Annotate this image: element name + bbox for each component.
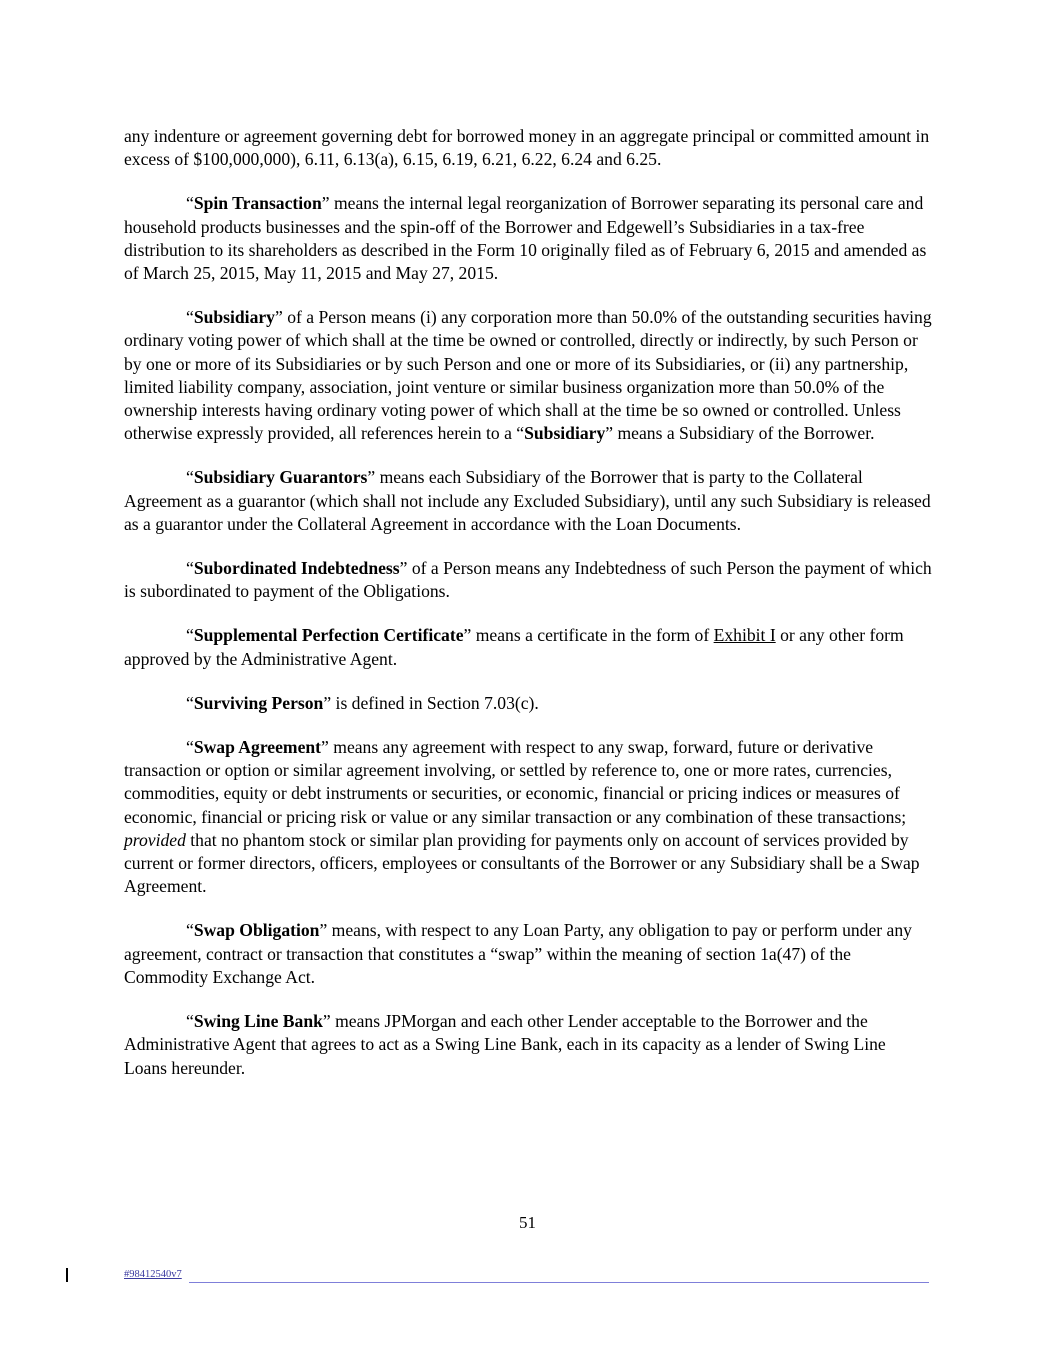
defined-term: Swap Obligation <box>193 920 320 941</box>
page-number: 51 <box>519 1213 536 1232</box>
defined-term: Subsidiary <box>193 307 275 328</box>
definition-text-end: or any other form approved by the Administrative Agent. <box>124 625 904 669</box>
definition-text: ” means JPMorgan and each other Lender acceptable to the Borrower and the Administrative Agent that agrees to act as a Swing Line Bank, each in its capacity as a lender of Swing Line Loans hereunder. <box>124 1011 886 1078</box>
defined-term: Swap Agreement <box>193 737 322 758</box>
definition-text-end: ” means a Subsidiary of the Borrower. <box>605 423 875 444</box>
definition-text: ” means, with respect to any Loan Party, any obligation to pay or perform under any agreement, contract or transaction that constitutes a “swap” within the meaning of section 1a(47) of the Commodity Exchange Act. <box>124 920 912 987</box>
definition-text: ” of a Person means (i) any corporation more than 50.0% of the outstanding securities having ordinary voting power of which shall at the time be owned or controlled, directly or indirectly, by such Person or by one or more of its Subsidiaries or by such Person and one or more of its Subsidiaries, or (ii) any partnership, limited liability company, association, joint venture or similar business organization more than 50.0% of the ownership interests having ordinary voting power of which shall at the time be so owned or controlled. Unless otherwise expressly provided, all references herein to a “ <box>124 307 932 444</box>
document-id: #98412540v7 <box>124 1269 182 1280</box>
definition-subsidiary-guarantors: “Subsidiary Guarantors” means each Subsidiary of the Borrower that is party to the Collateral Agreement as a guarantor (which shall not include any Excluded Subsidiary), until any such Subsidiary is released as a guarantor under the Collateral Agreement in accordance with the Loan Documents. <box>124 467 931 534</box>
proviso-word: provided <box>124 829 186 850</box>
document-body <box>124 125 932 1101</box>
definition-swap-obligation: “Swap Obligation” means, with respect to any Loan Party, any obligation to pay or perform under any agreement, contract or transaction that constitutes a “swap” within the meaning of section 1a(47) of the Commodity Exchange Act. <box>124 920 912 987</box>
continuation-paragraph: any indenture or agreement governing debt for borrowed money in an aggregate principal or committed amount in excess of $100,000,000), 6.11, 6.13(a), 6.15, 6.19, 6.21, 6.22, 6.24 and 6.25. <box>124 126 930 170</box>
definition-surviving-person: “Surviving Person” is defined in Section 7.03(c). <box>186 692 539 713</box>
definition-swap-agreement: “Swap Agreement” means any agreement with respect to any swap, forward, future or derivative transaction or option or similar agreement involving, or settled by reference to, one or more rates, currencies, commodities, equity or debt instruments or securities, or economic, financial or pricing indices or measures of economic, financial or pricing risk or value or any similar transaction or any combination of these transactions; provided that no phantom stock or similar plan providing for payments only on account of services provided by current or former directors, officers, employees or consultants of the Borrower or any Subsidiary shall be a Swap Agreement. <box>124 737 920 897</box>
definition-subsidiary: “Subsidiary” of a Person means (i) any corporation more than 50.0% of the outstanding securities having ordinary voting power of which shall at the time be owned or controlled, directly or indirectly, by such Person or by one or more of its Subsidiaries or by such Person and one or more of its Subsidiaries, or (ii) any partnership, limited liability company, association, joint venture or similar business organization more than 50.0% of the ownership interests having ordinary voting power of which shall at the time be so owned or controlled. Unless otherwise expressly provided, all references herein to a “Subsidiary” means a Subsidiary of the Borrower. <box>124 307 932 444</box>
definition-spin-transaction: “Spin Transaction” means the internal legal reorganization of Borrower separating its personal care and household products businesses and the spin-off of the Borrower and Edgewell’s Subsidiaries in a tax-free distribution to its shareholders as described in the Form 10 originally filed as of February 6, 2015 and amended as of March 25, 2015, May 11, 2015 and May 27, 2015. <box>124 193 927 284</box>
definition-text: ” of a Person means any Indebtedness of such Person the payment of which is subordinated to payment of the Obligations. <box>124 558 932 602</box>
definition-text: ” means each Subsidiary of the Borrower that is party to the Collateral Agreement as a guarantor (which shall not include any Excluded Subsidiary), until any such Subsidiary is released as a guarantor under the Collateral Agreement in accordance with the Loan Documents. <box>124 467 931 534</box>
exhibit-reference: Exhibit I <box>713 625 776 646</box>
definition-subordinated-indebtedness: “Subordinated Indebtedness” of a Person means any Indebtedness of such Person the payment of which is subordinated to payment of the Obligations. <box>124 558 932 602</box>
defined-term: Subsidiary Guarantors <box>193 467 368 488</box>
definition-text: ” is defined in Section 7.03(c). <box>323 692 539 713</box>
defined-term: Supplemental Perfection Certificate <box>193 625 464 646</box>
defined-term: Surviving Person <box>193 692 324 713</box>
definition-supplemental-perfection-certificate: “Supplemental Perfection Certificate” means a certificate in the form of Exhibit I or any other form approved by the Administrative Agent. <box>124 625 904 669</box>
definition-text-end: that no phantom stock or similar plan providing for payments only on account of services provided by current or former directors, officers, employees or consultants of the Borrower or any Subsidiary shall be a Swap Agreement. <box>124 829 920 897</box>
defined-term-reference: Subsidiary <box>524 423 606 444</box>
definition-swing-line-bank: “Swing Line Bank” means JPMorgan and each other Lender acceptable to the Borrower and the Administrative Agent that agrees to act as a Swing Line Bank, each in its capacity as a lender of Swing Line Loans hereunder. <box>124 1011 886 1078</box>
footer-rule <box>189 1282 929 1283</box>
defined-term: Spin Transaction <box>193 193 322 214</box>
definition-text: ” means any agreement with respect to any swap, forward, future or derivative transaction or option or similar agreement involving, or settled by reference to, one or more rates, currencies, commodities, equity or debt instruments or securities, or economic, financial or pricing indices or measures of economic, financial or pricing risk or value or any similar transaction or any combination of these transactions; <box>124 737 907 827</box>
definition-text: ” means the internal legal reorganization of Borrower separating its personal care and household products businesses and the spin-off of the Borrower and Edgewell’s Subsidiaries in a tax-free distribution to its shareholders as described in the Form 10 originally filed as of February 6, 2015 and amended as of March 25, 2015, May 11, 2015 and May 27, 2015. <box>124 193 927 284</box>
defined-term: Swing Line Bank <box>193 1011 323 1032</box>
revision-bar <box>66 1268 68 1282</box>
definition-text: ” means a certificate in the form of <box>463 625 714 646</box>
defined-term: Subordinated Indebtedness <box>193 558 400 579</box>
